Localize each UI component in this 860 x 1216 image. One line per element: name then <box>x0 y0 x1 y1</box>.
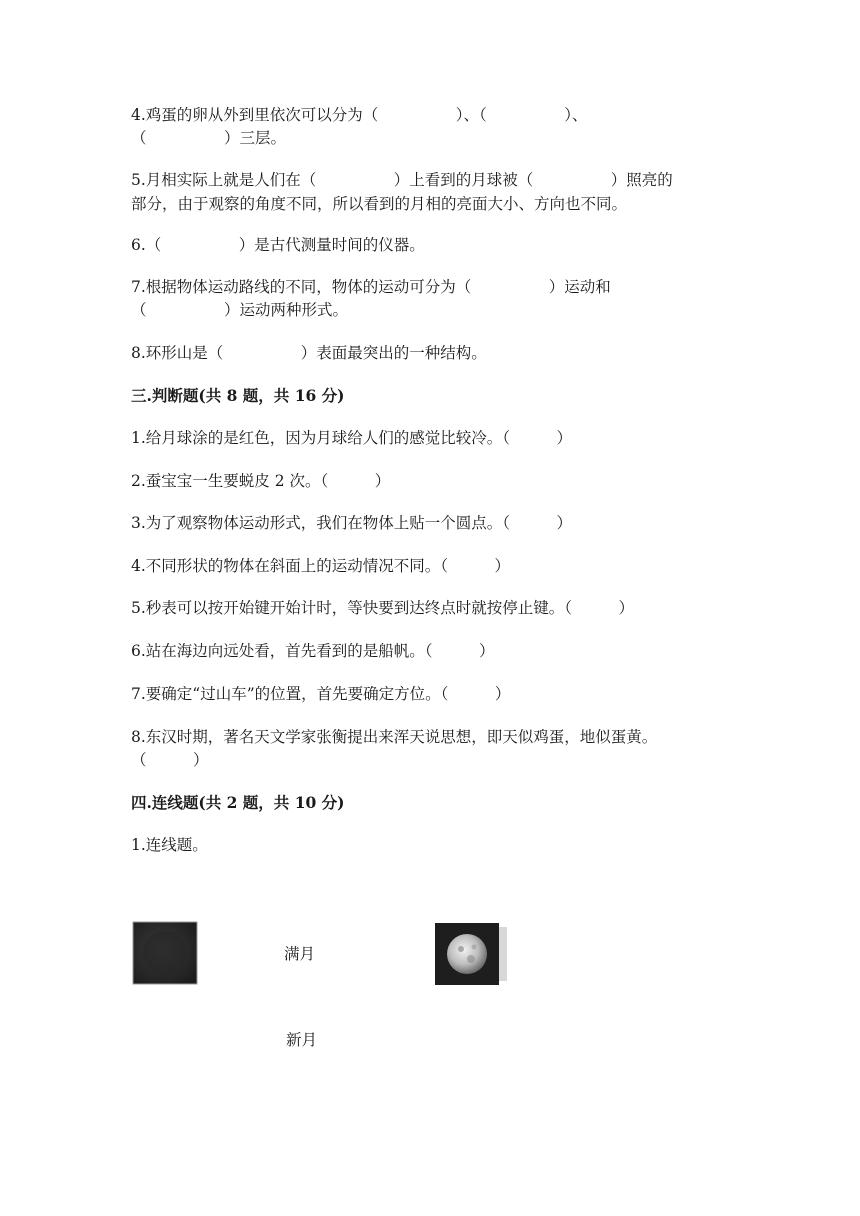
section3-title: 三.判断题(共 8 题，共 16 分) <box>131 386 345 405</box>
fill-q7-line1: 7.根据物体运动路线的不同，物体的运动可分为（ ）运动和 <box>131 278 611 296</box>
judge-q8-line1: 8.东汉时期，著名天文学家张衡提出来浑天说思想，即天似鸡蛋，地似蛋黄。 <box>131 728 658 746</box>
judge-q7: 7.要确定“过山车”的位置，首先要确定方位。（ ） <box>131 685 511 703</box>
label-full-moon: 满月 <box>284 945 316 963</box>
label-new-moon: 新月 <box>286 1031 318 1049</box>
fill-q4-line1: 4.鸡蛋的卵从外到里依次可以分为（ ）、（ ）、 <box>131 106 588 124</box>
fill-q4-line2: （ ）三层。 <box>131 129 287 147</box>
fill-q7-line2: （ ）运动两种形式。 <box>131 301 349 319</box>
match-q1: 1.连线题。 <box>131 836 208 854</box>
full-moon-image <box>433 921 509 987</box>
judge-q5: 5.秒表可以按开始键开始计时，等快要到达终点时就按停止键。（ ） <box>131 599 635 617</box>
fill-q8: 8.环形山是（ ）表面最突出的一种结构。 <box>131 344 487 362</box>
judge-q6: 6.站在海边向远处看，首先看到的是船帆。（ ） <box>131 642 495 660</box>
judge-q4: 4.不同形状的物体在斜面上的运动情况不同。（ ） <box>131 557 511 575</box>
fill-q6: 6.（ ）是古代测量时间的仪器。 <box>131 236 425 254</box>
fill-q5-line1: 5.月相实际上就是人们在（ ）上看到的月球被（ ）照亮的 <box>131 171 673 189</box>
judge-q2: 2.蚕宝宝一生要蜕皮 2 次。（ ） <box>131 472 391 490</box>
judge-q8-line2: （ ） <box>131 751 209 769</box>
judge-q3: 3.为了观察物体运动形式，我们在物体上贴一个圆点。（ ） <box>131 514 573 532</box>
new-moon-image <box>131 920 199 986</box>
fill-q5-line2: 部分，由于观察的角度不同，所以看到的月相的亮面大小、方向也不同。 <box>131 195 628 213</box>
judge-q1: 1.给月球涂的是红色，因为月球给人们的感觉比较冷。（ ） <box>131 429 573 447</box>
section4-title: 四.连线题(共 2 题，共 10 分) <box>131 793 345 812</box>
